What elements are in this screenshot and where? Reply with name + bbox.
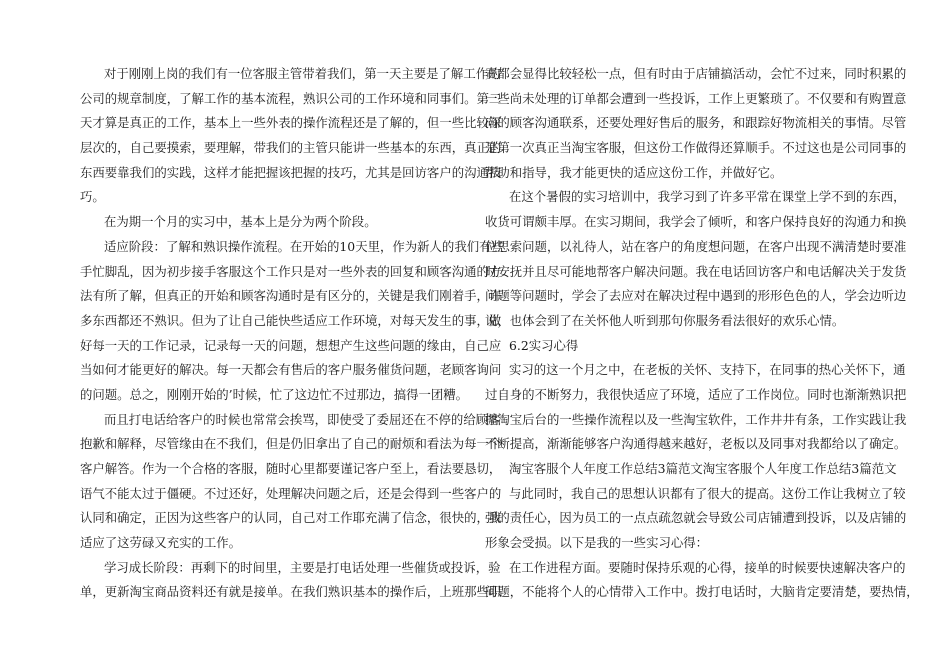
text-line: 适应了这劳碌又充实的工作。 <box>80 535 242 551</box>
text-line: 而且打电话给客户的时候也常常会挨骂，即使受了委屈还在不停的给顾客 <box>104 411 501 427</box>
text-line: 不断提高，渐渐能够客户沟通得越来越好，老板以及同事对我都给以了确定。 <box>485 436 907 452</box>
text-line: 帮助和指导，我才能更快的适应这份工作，并做好它。 <box>485 164 783 180</box>
right-text-column <box>485 62 919 605</box>
text-line: 适应阶段：了解和熟识操作流程。在开始的10天里，作为新人的我们有些 <box>104 238 504 254</box>
text-line: 与此同时，我自己的思想认识都有了很大的提高。这份工作让我树立了较 <box>509 485 906 501</box>
text-line: 的问题。总之，刚刚开始的’时候，忙了这边忙不过那边，搞得一团糟。 <box>80 386 469 402</box>
text-line: 向的顾客沟通联系，还要处理好售后的服务，和跟踪好物流相关的事情。尽管 <box>485 115 907 131</box>
text-line: 认同和确定，正因为这些客户的认同，自己对工作耶充满了信念，很快的，我 <box>80 510 502 526</box>
text-line: 抱歉和解释，尽管缘由在不我们，但是仍旧拿出了自己的耐烦和看法为每一个 <box>80 436 502 452</box>
text-line: 一些尚未处理的订单都会遭到一些投诉，工作上更繁琐了。不仅要和有购置意 <box>485 90 907 106</box>
text-line: 过自身的不断努力，我很快适应了环境，适应了工作岗位。同时也渐渐熟识把 <box>485 386 907 402</box>
text-line: 好每一天的工作记录，记录每一天的问题，想想产生这些问题的缘由，自己应 <box>80 337 502 353</box>
text-line: 责都会显得比较轻松一点，但有时由于店铺搞活动，会忙不过来，同时积累的 <box>485 66 907 81</box>
text-line: 手忙脚乱，因为初步接手客服这个工作只是对一些外表的回复和顾客沟通的方 <box>80 263 502 279</box>
text-line: 巧。 <box>80 189 105 205</box>
text-line: 在为期一个月的实习中，基本上是分为两个阶段。 <box>104 214 377 230</box>
text-line: 强的责任心，因为员工的一点点疏忽就会导致公司店铺遭到投诉，以及店铺的 <box>485 510 907 526</box>
text-line: 公司的规章制度，了解工作的基本流程，熟识公司的工作环境和同事们。第二 <box>80 90 502 106</box>
text-line: 层次的，自己要摸索，要理解，带我们的主管只能讲一些基本的东西，真正的 <box>80 140 502 156</box>
text-line: 问题，不能将个人的心情带入工作中。拨打电话时，大脑肯定要清楚，要热情， <box>485 584 919 600</box>
text-line: 6.2实习心得 <box>509 337 579 353</box>
text-line: 当如何才能更好的解决。每一天都会有售后的客户服务催货问题，老顾客询问 <box>80 362 502 378</box>
text-line: 实习的这一个月之中，在老板的关怀、支持下，在同事的热心关怀下，通 <box>509 362 906 378</box>
left-text-column <box>80 62 504 605</box>
text-line: 学习成长阶段：再剩下的时间里，主要是打电话处理一些催货或投诉，验 <box>104 559 501 575</box>
text-line: 是第一次真正当淘宝客服，但这份工作做得还算顺手。不过这也是公司同事的 <box>485 140 907 156</box>
text-line: 客户解答。作为一个合格的客服，随时心里都要谨记客户至上，看法要恳切， <box>80 461 502 476</box>
text-line: 对于刚刚上岗的我们有一位客服主管带着我们，第一天主要是了解工作的 <box>104 66 501 81</box>
text-line: 位思索问题，以礼待人，站在客户的角度想问题，在客户出现不满清楚时要准 <box>485 238 907 254</box>
text-line: 形象会受损。以下是我的一些实习心得： <box>485 535 709 551</box>
text-line: 握淘宝后台的一些操作流程以及一些淘宝软件，工作井井有条，工作实践让我 <box>485 411 907 427</box>
text-line: 天才算是真正的工作，基本上一些外表的操作流程还是了解的，但一些比较深 <box>80 115 502 131</box>
text-line: 语气不能太过于僵硬。不过还好，处理解决问题之后，还是会得到一些客户的 <box>80 485 502 501</box>
text-line: 在这个暑假的实习培训中，我学习到了许多平常在课堂上学不到的东西， <box>509 189 906 205</box>
text-line: 多东西都还不熟识。但为了让自己能快些适应工作环境，对每天发生的事，做 <box>80 312 502 328</box>
text-line: 问题等问题时，学会了去应对在解决过程中遇到的形形色色的人，学会边听边 <box>485 288 907 304</box>
text-line: 淘宝客服个人年度工作总结3篇范文淘宝客服个人年度工作总结3篇范文 <box>509 461 897 476</box>
text-line: 时安抚并且尽可能地帮客户解决问题。我在电话回访客户和电话解决关于发货 <box>485 263 907 279</box>
text-line: 单，更新淘宝商品资料还有就是接单。在我们熟识基本的操作后，上班那些职 <box>80 584 502 600</box>
text-line: 收货可谓颇丰厚。在实习期间，我学会了倾听，和客户保持良好的沟通力和换 <box>485 214 907 230</box>
text-line: 在工作进程方面。要随时保持乐观的心得，接单的时候要快速解决客户的 <box>509 559 906 575</box>
text-line: 东西要靠我们的实践，这样才能把握该把握的技巧，尤其是回访客户的沟通技 <box>80 164 502 180</box>
text-line: 法有所了解，但真正的开始和顾客沟通时是有区分的，关键是我们刚着手，许 <box>80 288 502 304</box>
text-line: 说，也体会到了在关怀他人听到那句你服务看法很好的欢乐心情。 <box>485 312 845 328</box>
